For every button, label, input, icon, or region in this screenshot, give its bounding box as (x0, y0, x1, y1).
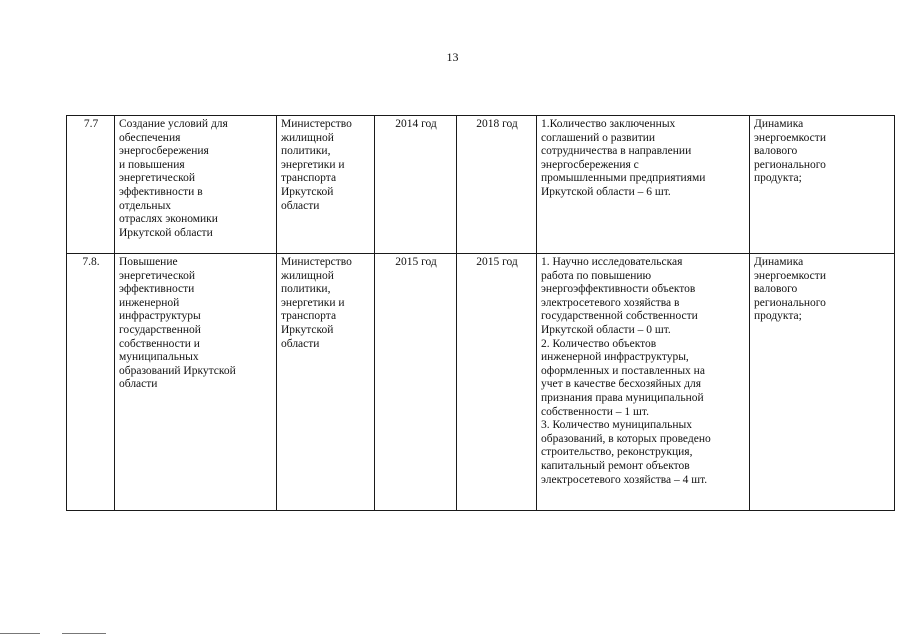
start-year: 2015 год (395, 256, 437, 268)
measures-table (66, 115, 895, 511)
table-row (67, 116, 895, 254)
indicator-cell (750, 254, 895, 511)
end-year-cell (457, 254, 537, 511)
executor-cell (277, 116, 375, 254)
measure-name: Повышение энергетической эффективности инженерной инфраструктуры государственной собственности и муниципальных образований Иркутской области (119, 256, 236, 391)
row-number: 7.7 (83, 118, 99, 130)
target-indicator: Динамика энергоемкости валового регионального продукта; (754, 256, 826, 323)
result-cell (537, 116, 750, 254)
indicator-cell (750, 116, 895, 254)
start-year: 2014 год (395, 118, 437, 130)
start-year-cell (375, 116, 457, 254)
row-number: 7.8. (82, 256, 100, 268)
executor: Министерство жилищной политики, энергетики и транспорта Иркутской области (281, 256, 352, 350)
row-number-cell (67, 116, 115, 254)
page-number: 13 (446, 50, 459, 64)
target-indicator: Динамика энергоемкости валового регионального продукта; (754, 118, 826, 185)
measure-name-cell (115, 116, 277, 254)
start-year-cell (375, 254, 457, 511)
end-year: 2015 год (476, 256, 518, 268)
row-number-cell (67, 254, 115, 511)
expected-result: 1.Количество заключенных соглашений о развитии сотрудничества в направлении энергосбережения с промышленными предприятиями Иркутской области – 6 шт. (541, 118, 706, 198)
measure-name-cell (115, 254, 277, 511)
scan-edge-line (0, 633, 40, 634)
expected-result: 1. Научно исследовательская работа по повышению энергоэффективности объектов электросетевого хозяйства в государственной собственности Иркутской области – 0 шт. 2. Количество объектов инженерной инфраструктуры, оформленных и поставленных на учет в качестве бесхозяйных для признания права муниципальной собственности – 1 шт. 3. Количество муниципальных образований, в которых проведено строительство, реконструкция, капитальный ремонт объектов электросетевого хозяйства – 4 шт. (541, 256, 711, 486)
scan-edge-line (62, 633, 106, 634)
end-year-cell (457, 116, 537, 254)
table-row (67, 254, 895, 511)
executor: Министерство жилищной политики, энергетики и транспорта Иркутской области (281, 118, 352, 212)
measure-name: Создание условий для обеспечения энергосбережения и повышения энергетической эффективности в отдельных отраслях экономики Иркутской области (119, 118, 228, 239)
result-cell (537, 254, 750, 511)
executor-cell (277, 254, 375, 511)
end-year: 2018 год (476, 118, 518, 130)
